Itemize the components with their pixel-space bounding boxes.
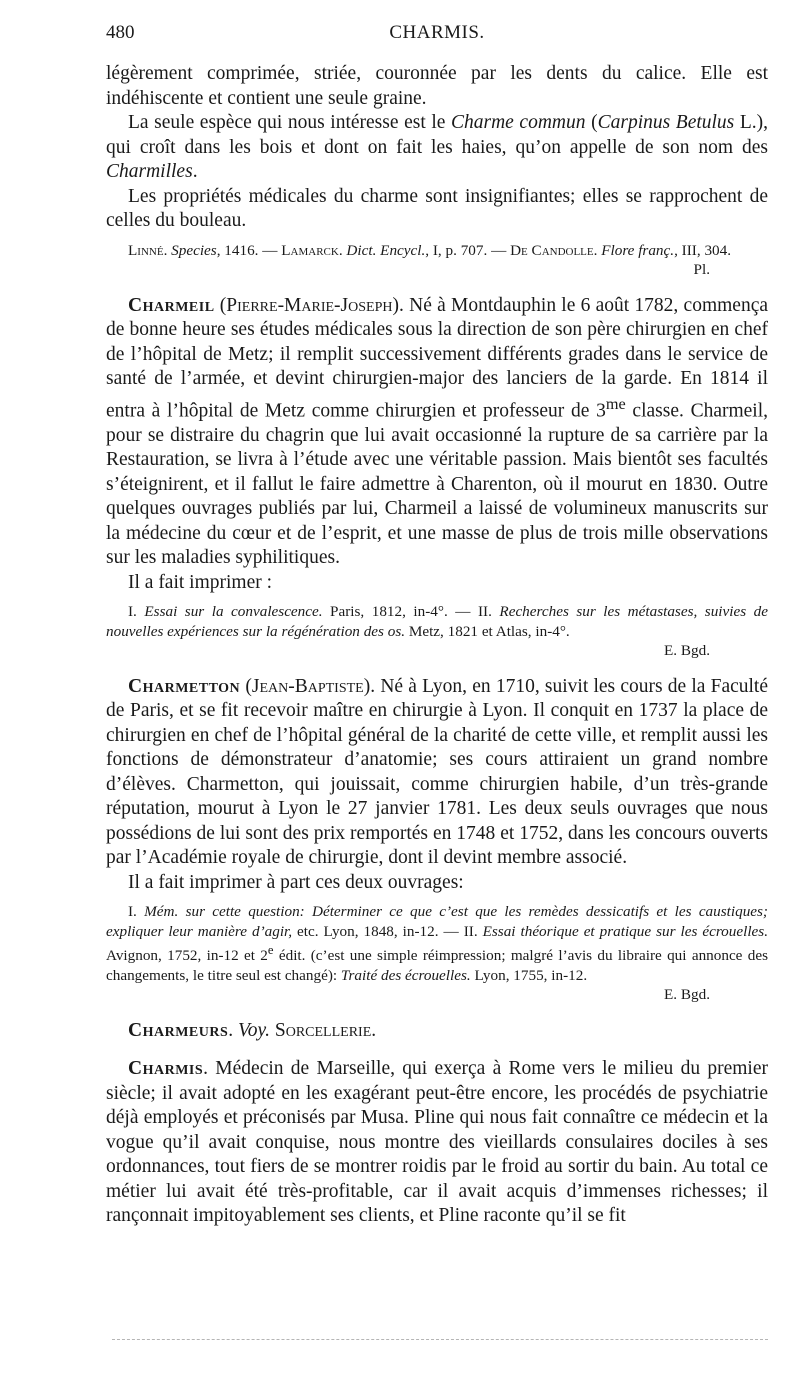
charme-species-paragraph: La seule espèce qui nous intéresse est le Charme commun (Carpinus Betulus L.), qui croît dans les bois et dont on fait les haies, qu’on appelle de son nom des Charmilles.	[106, 112, 769, 182]
charmetton-biography: Charmetton (Jean-Baptiste). Né à Lyon, en 1710, suivit les cours de la Faculté de Paris, et se fit recevoir maître en chirurgie à Lyon. Il conquit en 1737 la place de chirurgien en chef de l’hôpital général de la charité de cette ville, et remplit aussi les fonctions de démonstrateur d’anatomie; ses cours attiraient un grand nombre d’élèves. Charmetton, qui jouissait, comme chirurgien habile, d’un très-grande réputation, mourut à Lyon le 27 janvier 1781. Les deux seuls ouvrages que nous possédions de lui sont des prix remportés en 1748 et 1752, dans les concours ouverts par l’Académie royale de chirurgie, dont il devint membre associé.	[106, 675, 769, 868]
charmetton-signature: E. Bgd.	[664, 986, 710, 1004]
entry-charmeurs	[106, 1019, 768, 1044]
charme-signature: Pl.	[693, 261, 710, 278]
running-header	[106, 22, 768, 62]
charmeurs-cross-reference: Charmeurs. Voy. Sorcellerie.	[128, 1019, 377, 1041]
charme-bibliography: Linné. Species, 1416. — Lamarck. Dict. Encycl., I, p. 707. — De Candolle. Flore franç., III, 304.	[128, 241, 732, 259]
entry-charmeil	[106, 294, 768, 661]
charmeil-bibliography: I. Essai sur la convalescence. Paris, 1812, in-4°. — II. Recherches sur les métastases, suivies de nouvelles expériences sur la régénération des os. Metz, 1821 et Atlas, in-4°.	[106, 603, 768, 640]
page-number: 480	[106, 22, 135, 43]
running-title: CHARMIS.	[389, 22, 485, 43]
charme-properties-paragraph: Les propriétés médicales du charme sont insignifiantes; elles se rapprochent de celles du bouleau.	[106, 185, 768, 231]
charmeil-biography: Charmeil (Pierre-Marie-Joseph). Né à Montdauphin le 6 août 1782, commença de bonne heure ses études médicales sous la direction de son père chirurgien en chef de l’hôpital de Metz; il remplit successivement différents grades dans le service de santé de l’armée, et devint chirurgien-major des lanciers de la garde. En 1814 il entra à l’hôpital de Metz comme chirurgien et professeur de $3^{me}$ classe. Charmeil, pour se distraire du chagrin que lui avait occasionné la rupture de sa carrière par la Restauration, se livra à l’étude avec une véritable passion. Mais bientôt ses facultés s’éteignirent, et il fallut le faire admettre à Charenton, où il mourut en 1830. Outre quelques ouvrages publiés par lui, Charmeil a laissé de volumineux manuscrits sur la médecine du cœur et de l’esprit, et une masse de plus de trois mille observations sur les maladies syphilitiques.	[106, 294, 769, 568]
charmis-text: Charmis. Médecin de Marseille, qui exerça à Rome vers le milieu du premier siècle; il avait adopté en les exagérant peut-être encore, les procédés de psychiatrie déjà employés et préconisés par Musa. Pline qui nous fait connaître ce médecin et la vogue qu’il avait conquise, nous montre des vieillards consulaires dociles à ses ordonnances, tout fiers de se montrer roidis par le froid au sortir du bain. Au total ce métier lui avait été très-profitable, car il avait acquis d’immenses richesses; il rançonnait impitoyablement ses clients, et Pline raconte qu’il se fit	[106, 1058, 768, 1227]
charmetton-given-names: Jean-Baptiste	[251, 675, 364, 697]
headword-charmeil: Charmeil	[128, 294, 215, 316]
cross-reference-target: Sorcellerie	[274, 1019, 372, 1041]
page	[106, 22, 768, 1229]
headword-charmeurs: Charmeurs	[128, 1019, 229, 1041]
charmeil-signature: E. Bgd.	[664, 642, 710, 659]
entry-charmetton	[106, 675, 768, 1005]
headword-charmis: Charmis	[128, 1058, 204, 1080]
charmetton-works-intro: Il a fait imprimer à part ces deux ouvrages:	[128, 871, 464, 893]
headword-charmetton: Charmetton	[128, 675, 241, 697]
charme-continuation: légèrement comprimée, striée, couronnée par les dents du calice. Elle est indéhiscente et contient une seule graine.	[106, 63, 768, 109]
entry-charmis	[106, 1057, 768, 1229]
charmeil-works-intro: Il a fait imprimer :	[128, 571, 273, 593]
charmetton-bibliography: I. Mém. sur cette question: Déterminer ce que c’est que les remèdes dessicatifs et les caustiques; expliquer leur manière d’agir, etc. Lyon, 1848, in-12. — II. Essai théorique et pratique sur les écrouelles. Avignon, 1752, in-12 et 2e édit. (c’est une simple réimpression; malgré l’avis du libraire qui annonce des changements, le titre seul est changé): Traité des écrouelles. Lyon, 1755, in-12.	[106, 903, 768, 984]
bottom-rule	[112, 1339, 768, 1340]
charmeil-given-names: Pierre-Marie-Joseph	[226, 294, 393, 316]
